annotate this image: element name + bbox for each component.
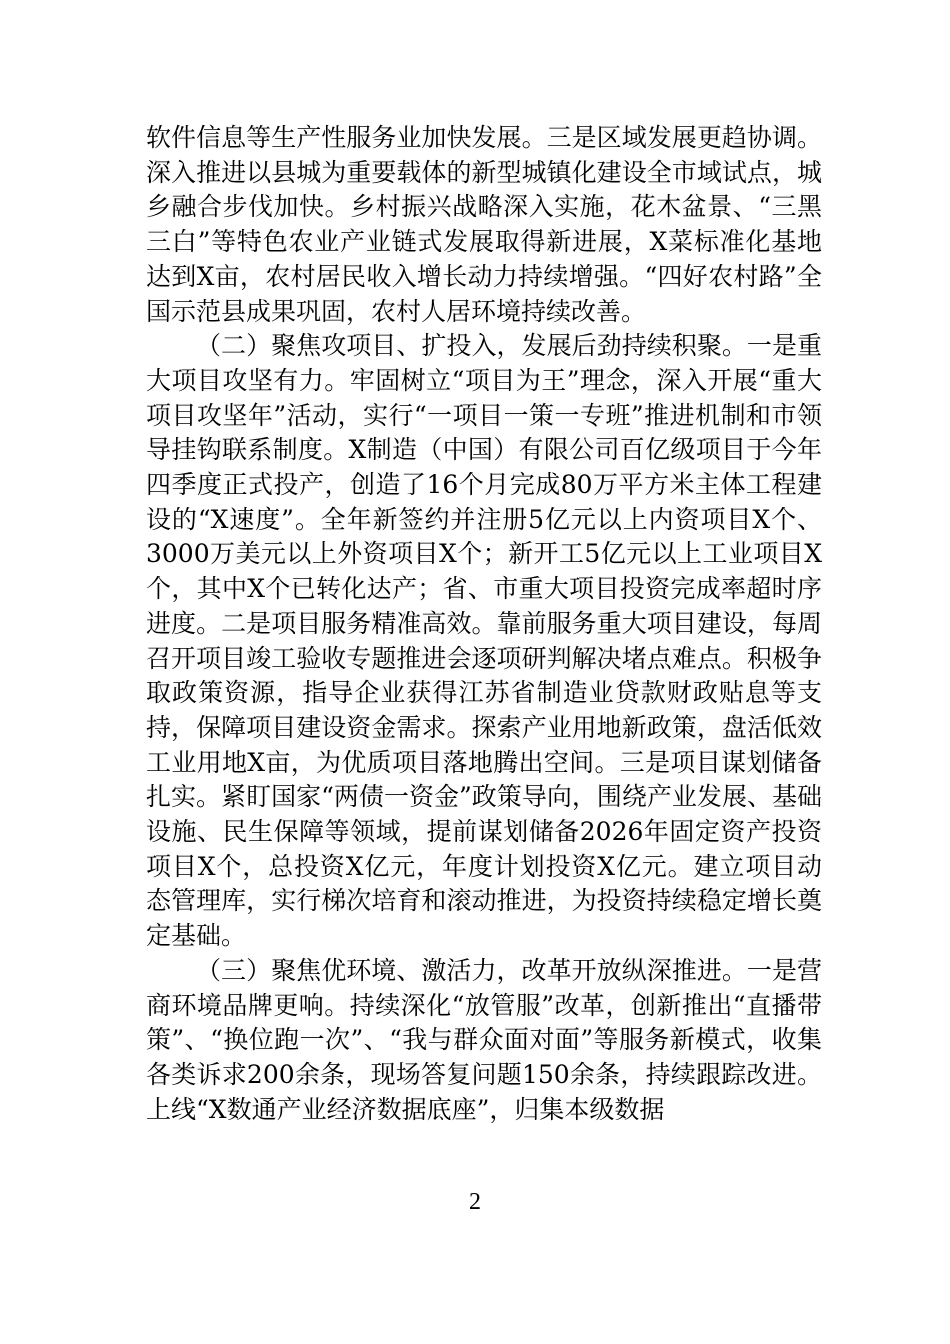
paragraph-section-two: （二）聚焦攻项目、扩投入，发展后劲持续积聚。一是重大项目攻坚有力。牢固树立“项目为王”理念，深入开展“重大项目攻坚年”活动，实行“一项目一策一专班”推进机制和市领导挂钩联系制度。X制造（中国）有限公司百亿级项目于今年四季度正式投产，创造了16个月完成80万平方米主体工程建设的“X速度”。全年新签约并注册5亿元以上内资项目X个、3000万美元以上外资项目X个；新开工5亿元以上工业项目X个，其中X个已转化达产；省、市重大项目投资完成率超时序进度。二是项目服务精准高效。靠前服务重大项目建设，每周召开项目竣工验收专题推进会逐项研判解决堵点难点。积极争取政策资源，指导企业获得江苏省制造业贷款财政贴息等支持，保障项目建设资金需求。探索产业用地新政策，盘活低效工业用地X亩，为优质项目落地腾出空间。三是项目谋划储备扎实。紧盯国家“两债一资金”政策导向，围绕产业发展、基础设施、民生保障等领域，提前谋划储备2026年固定资产投资项目X个，总投资X亿元，年度计划投资X亿元。建立项目动态管理库，实行梯次培育和滚动推进，为投资持续稳定增长奠定基础。 <box>146 331 822 951</box>
paragraph-continuation: 软件信息等生产性服务业加快发展。三是区域发展更趋协调。深入推进以县城为重要载体的新型城镇化建设全市域试点，城乡融合步伐加快。乡村振兴战略深入实施，花木盆景、“三黑三白”等特色农业产业链式发展取得新进展，X菜标准化基地达到X亩，农村居民收入增长动力持续增强。“四好农村路”全国示范县成果巩固，农村人居环境持续改善。 <box>146 123 822 326</box>
document-body <box>146 121 822 1127</box>
paragraph-section-three: （三）聚焦优环境、激活力，改革开放纵深推进。一是营商环境品牌更响。持续深化“放管服”改革，创新推出“直播带策”、“换位跑一次”、“我与群众面对面”等服务新模式，收集各类诉求200余条，现场答复问题150余条，持续跟踪改进。上线“X数通产业经济数据底座”，归集本级数据 <box>146 955 822 1124</box>
page-number: 2 <box>469 1189 481 1215</box>
